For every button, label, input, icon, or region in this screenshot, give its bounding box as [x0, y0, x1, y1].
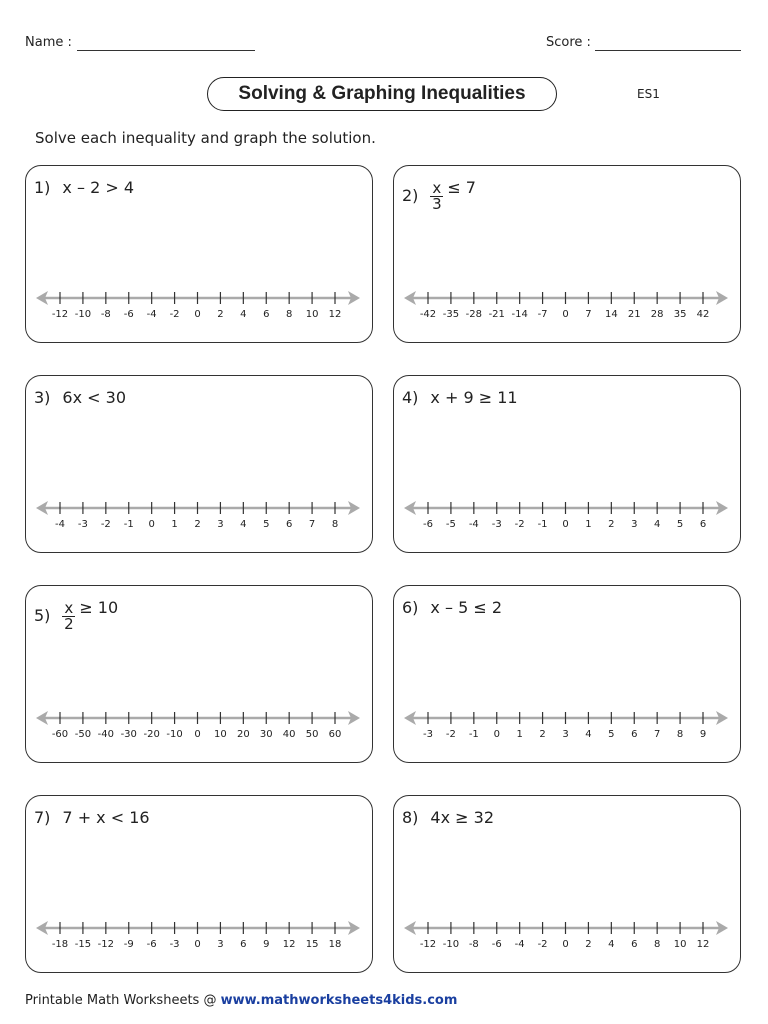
- tick-label: -3: [77, 519, 88, 528]
- tick-label: 6: [631, 939, 638, 948]
- tick-label: -2: [100, 519, 111, 528]
- tick-label: 4: [608, 939, 615, 948]
- tick-label: 5: [676, 519, 684, 528]
- footer-link[interactable]: www.mathworksheets4kids.com: [220, 993, 458, 1008]
- tick-label: -2: [445, 729, 456, 738]
- tick-label: 2: [194, 519, 201, 528]
- tick-label: 0: [194, 309, 201, 318]
- name-field[interactable]: [77, 50, 255, 51]
- tick-label: -8: [468, 939, 479, 948]
- tick-label: 4: [240, 309, 247, 318]
- tick-label: 10: [305, 309, 319, 318]
- tick-label: 4: [585, 729, 592, 738]
- tick-label: 6: [263, 309, 270, 318]
- inequality-expression: 6x < 30: [62, 388, 127, 407]
- tick-label: 2: [539, 729, 546, 738]
- tick-label: 5: [263, 519, 270, 528]
- tick-label: 28: [650, 309, 664, 318]
- tick-label: 7: [585, 309, 592, 318]
- tick-label: -4: [55, 519, 65, 528]
- fraction: [62, 601, 75, 632]
- tick-label: 0: [562, 309, 569, 318]
- tick-label: 30: [259, 729, 273, 738]
- number-line[interactable]: [26, 908, 372, 948]
- inequality-expression: x – 2 > 4: [62, 178, 134, 197]
- fraction-numerator: x: [64, 599, 74, 617]
- tick-label: -21: [488, 309, 505, 318]
- problem-number: 6): [402, 598, 419, 617]
- tick-label: -3: [423, 729, 433, 738]
- problem-number: 4): [402, 388, 419, 407]
- tick-label: 1: [585, 519, 592, 528]
- tick-label: 0: [562, 939, 569, 948]
- tick-label: -2: [514, 519, 525, 528]
- worksheet-code: ES1: [637, 87, 660, 101]
- tick-label: 21: [627, 309, 641, 318]
- tick-label: -30: [120, 729, 137, 738]
- footer: [25, 993, 457, 1008]
- problem-box: [393, 375, 741, 553]
- tick-label: 7: [308, 519, 316, 528]
- inequality-expression: x + 9 ≥ 11: [430, 388, 518, 407]
- tick-label: -2: [537, 939, 548, 948]
- inequality-expression: 7 + x < 16: [62, 808, 150, 827]
- inequality-expression: x – 5 ≤ 2: [430, 598, 502, 617]
- number-line[interactable]: [394, 278, 740, 318]
- tick-label: 0: [148, 519, 155, 528]
- tick-label: 60: [328, 729, 342, 738]
- inequality-expression: ≥ 10: [79, 598, 119, 617]
- tick-label: -6: [123, 309, 134, 318]
- tick-label: -12: [419, 939, 437, 948]
- tick-label: 8: [653, 939, 661, 948]
- tick-label: 8: [676, 729, 684, 738]
- tick-label: 3: [217, 519, 224, 528]
- tick-label: 8: [285, 309, 293, 318]
- problem-statement: [34, 178, 134, 197]
- tick-label: 4: [653, 519, 661, 528]
- tick-label: -20: [143, 729, 160, 738]
- tick-label: 20: [236, 729, 250, 738]
- problem-number: 7): [34, 808, 51, 827]
- tick-label: -6: [423, 519, 433, 528]
- problem-box: [393, 585, 741, 763]
- tick-label: 3: [562, 729, 569, 738]
- problem-statement: [402, 808, 494, 827]
- tick-label: -18: [51, 939, 69, 948]
- number-line[interactable]: [394, 698, 740, 738]
- tick-label: 9: [263, 939, 270, 948]
- tick-label: -3: [491, 519, 502, 528]
- tick-label: 2: [608, 519, 615, 528]
- problem-statement: [402, 598, 502, 617]
- problem-box: [25, 795, 373, 973]
- tick-label: 0: [194, 729, 201, 738]
- instructions: Solve each inequality and graph the solution.: [35, 129, 376, 147]
- tick-label: -5: [445, 519, 456, 528]
- tick-label: -3: [169, 939, 180, 948]
- tick-label: 6: [240, 939, 247, 948]
- page-title: Solving & Graphing Inequalities: [207, 77, 557, 111]
- tick-label: 18: [328, 939, 342, 948]
- problem-number: 8): [402, 808, 419, 827]
- tick-label: 12: [696, 939, 710, 948]
- problem-number: 2): [402, 185, 419, 205]
- fraction-numerator: x: [432, 179, 442, 197]
- tick-label: -10: [166, 729, 183, 738]
- tick-label: -8: [100, 309, 111, 318]
- tick-label: 12: [328, 309, 342, 318]
- fraction-denominator: 2: [64, 615, 74, 633]
- tick-label: 2: [217, 309, 224, 318]
- problem-number: 5): [34, 605, 51, 625]
- tick-label: -2: [169, 309, 180, 318]
- problem-box: [25, 585, 373, 763]
- tick-label: 1: [516, 729, 523, 738]
- footer-text: Printable Math Worksheets @: [25, 993, 221, 1008]
- tick-label: 8: [331, 519, 339, 528]
- tick-label: 42: [696, 309, 710, 318]
- score-field[interactable]: [595, 50, 741, 51]
- tick-label: -42: [419, 309, 437, 318]
- problem-box: [25, 375, 373, 553]
- tick-label: -7: [537, 309, 548, 318]
- problem-statement: [34, 808, 150, 827]
- tick-label: 7: [653, 729, 661, 738]
- tick-label: -1: [123, 519, 134, 528]
- tick-label: 6: [631, 729, 638, 738]
- name-label: Name :: [25, 35, 72, 50]
- tick-label: -4: [468, 519, 479, 528]
- tick-label: -28: [465, 309, 483, 318]
- problem-statement: [402, 388, 518, 407]
- tick-label: -4: [514, 939, 525, 948]
- fraction-denominator: 3: [432, 195, 442, 213]
- problem-statement: [34, 388, 126, 407]
- fraction: [430, 181, 443, 212]
- tick-label: -15: [74, 939, 92, 948]
- problem-box: [25, 165, 373, 343]
- tick-label: -12: [97, 939, 115, 948]
- tick-label: 10: [673, 939, 687, 948]
- tick-label: 15: [305, 939, 319, 948]
- tick-label: 6: [285, 519, 293, 528]
- tick-label: 0: [493, 729, 500, 738]
- tick-label: 0: [562, 519, 569, 528]
- tick-label: -12: [51, 309, 69, 318]
- problem-box: [393, 795, 741, 973]
- problem-number: 3): [34, 388, 51, 407]
- tick-label: 50: [305, 729, 319, 738]
- tick-label: 2: [585, 939, 592, 948]
- tick-label: 14: [604, 309, 618, 318]
- tick-label: 40: [282, 729, 296, 738]
- tick-label: -10: [442, 939, 460, 948]
- tick-label: -1: [537, 519, 548, 528]
- tick-label: -6: [146, 939, 157, 948]
- number-line[interactable]: [26, 698, 372, 738]
- tick-label: -50: [74, 729, 92, 738]
- tick-label: 0: [194, 939, 201, 948]
- tick-label: 35: [673, 309, 687, 318]
- tick-label: 5: [608, 729, 615, 738]
- tick-label: -6: [491, 939, 502, 948]
- number-line[interactable]: [394, 908, 740, 948]
- tick-label: 12: [282, 939, 296, 948]
- tick-label: -4: [146, 309, 157, 318]
- tick-label: -14: [511, 309, 528, 318]
- tick-label: -9: [123, 939, 134, 948]
- tick-label: 1: [171, 519, 178, 528]
- tick-label: 9: [699, 729, 707, 738]
- tick-label: 6: [699, 519, 707, 528]
- tick-label: 3: [631, 519, 638, 528]
- tick-label: -40: [97, 729, 115, 738]
- tick-label: -35: [442, 309, 460, 318]
- number-line[interactable]: [26, 278, 372, 318]
- problem-statement: [34, 598, 118, 632]
- tick-label: 4: [240, 519, 247, 528]
- inequality-expression: ≤ 7: [447, 178, 476, 197]
- tick-label: -1: [468, 729, 479, 738]
- problem-statement: [402, 178, 476, 212]
- number-line[interactable]: [26, 488, 372, 528]
- tick-label: 3: [217, 939, 224, 948]
- number-line[interactable]: [394, 488, 740, 528]
- problem-box: [393, 165, 741, 343]
- tick-label: -60: [51, 729, 69, 738]
- problem-number: 1): [34, 178, 51, 197]
- score-label: Score :: [546, 35, 591, 50]
- inequality-expression: 4x ≥ 32: [430, 808, 495, 827]
- tick-label: 10: [214, 729, 227, 738]
- tick-label: -10: [74, 309, 92, 318]
